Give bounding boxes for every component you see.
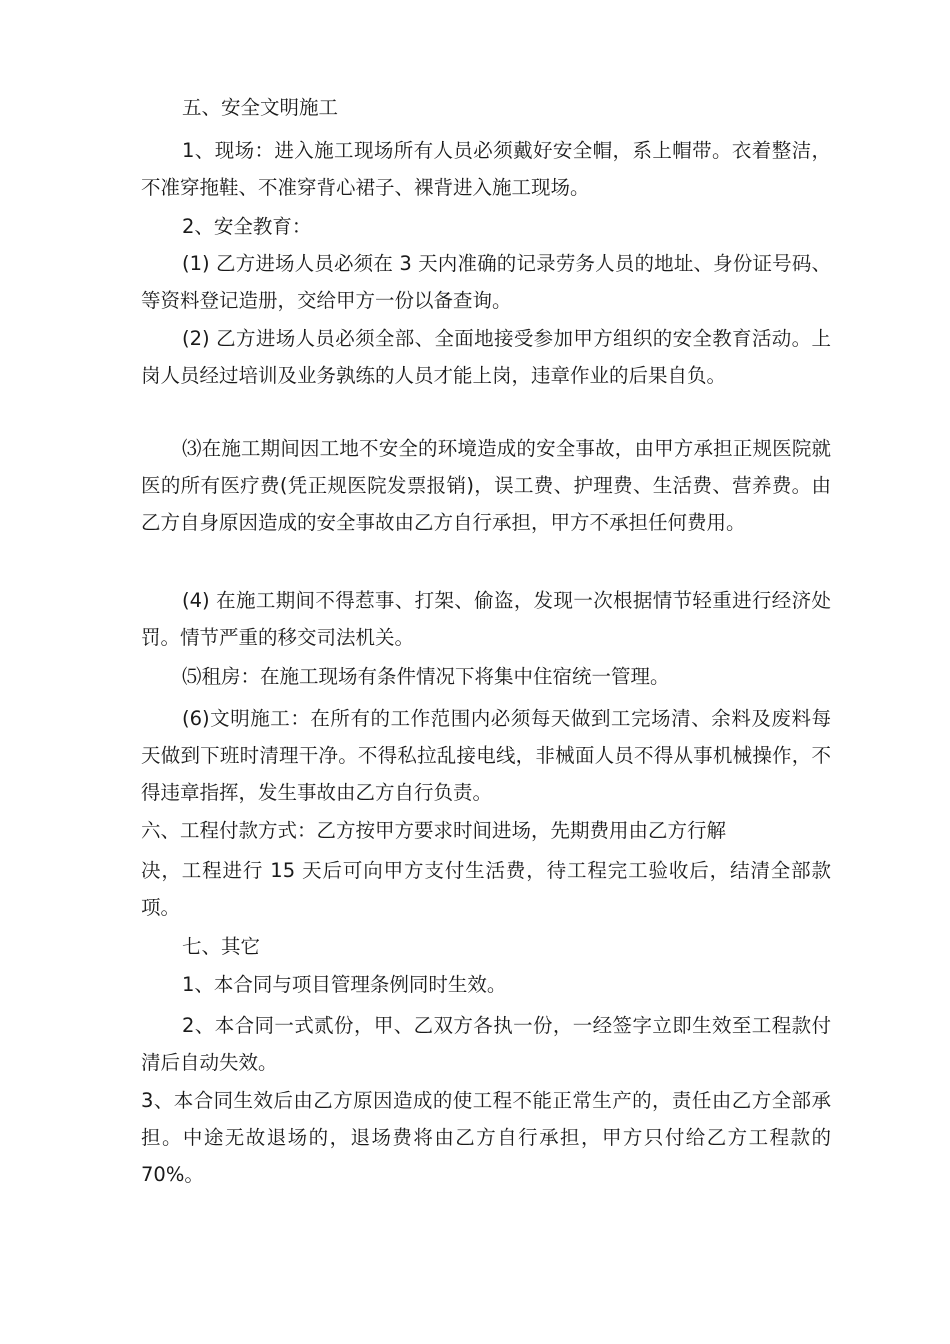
paragraph-item-6: (6)文明施工：在所有的工作范围内必须每天做到工完场清、余料及废料每天做到下班时清理干净。不得私拉乱接电线，非械面人员不得从事机械操作，不得违章指挥，发生事故由乙方自行负责。 xyxy=(141,707,831,804)
paragraph-item-3: ⑶在施工期间因工地不安全的环境造成的安全事故，由甲方承担正规医院就医的所有医疗费(凭正规医院发票报销)，误工费、护理费、生活费、营养费。由乙方自身原因造成的安全事故由乙方自行承担，甲方不承担任何费用。 xyxy=(141,437,831,534)
section-heading-payment: 六、工程付款方式：乙方按甲方要求时间进场，先期费用由乙方行解 xyxy=(141,819,727,842)
paragraph-other-2: 2、本合同一式贰份，甲、乙双方各执一份，一经签字立即生效至工程款付清后自动失效。 xyxy=(141,1014,831,1074)
paragraph-other-1: 1、本合同与项目管理条例同时生效。 xyxy=(182,973,507,996)
section-heading-other: 七、其它 xyxy=(182,935,261,958)
paragraph-item-2: (2) 乙方进场人员必须全部、全面地接受参加甲方组织的安全教育活动。上岗人员经过培训及业务孰练的人员才能上岗，违章作业的后果自负。 xyxy=(141,327,831,387)
paragraph-item-5: ⑸租房：在施工现场有条件情况下将集中住宿统一管理。 xyxy=(182,665,670,688)
paragraph-safety-education-heading: 2、安全教育： xyxy=(182,215,312,238)
paragraph-payment-continued: 决，工程进行 15 天后可向甲方支付生活费，待工程完工验收后，结清全部款项。 xyxy=(141,859,831,919)
paragraph-other-3: 3、本合同生效后由乙方原因造成的使工程不能正常生产的，责任由乙方全部承担。中途无故退场的，退场费将由乙方自行承担，甲方只付给乙方工程款的 70%。 xyxy=(141,1089,831,1186)
section-heading-safety: 五、安全文明施工 xyxy=(182,96,339,119)
paragraph-site-rules: 1、现场：进入施工现场所有人员必须戴好安全帽，系上帽带。衣着整洁，不准穿拖鞋、不准穿背心裙子、裸背进入施工现场。 xyxy=(141,139,831,199)
paragraph-item-1: (1) 乙方进场人员必须在 3 天内准确的记录劳务人员的地址、身份证号码、等资料登记造册，交给甲方一份以备查询。 xyxy=(141,252,831,312)
paragraph-item-4: (4) 在施工期间不得惹事、打架、偷盗，发现一次根据情节轻重进行经济处罚。情节严重的移交司法机关。 xyxy=(141,589,831,649)
